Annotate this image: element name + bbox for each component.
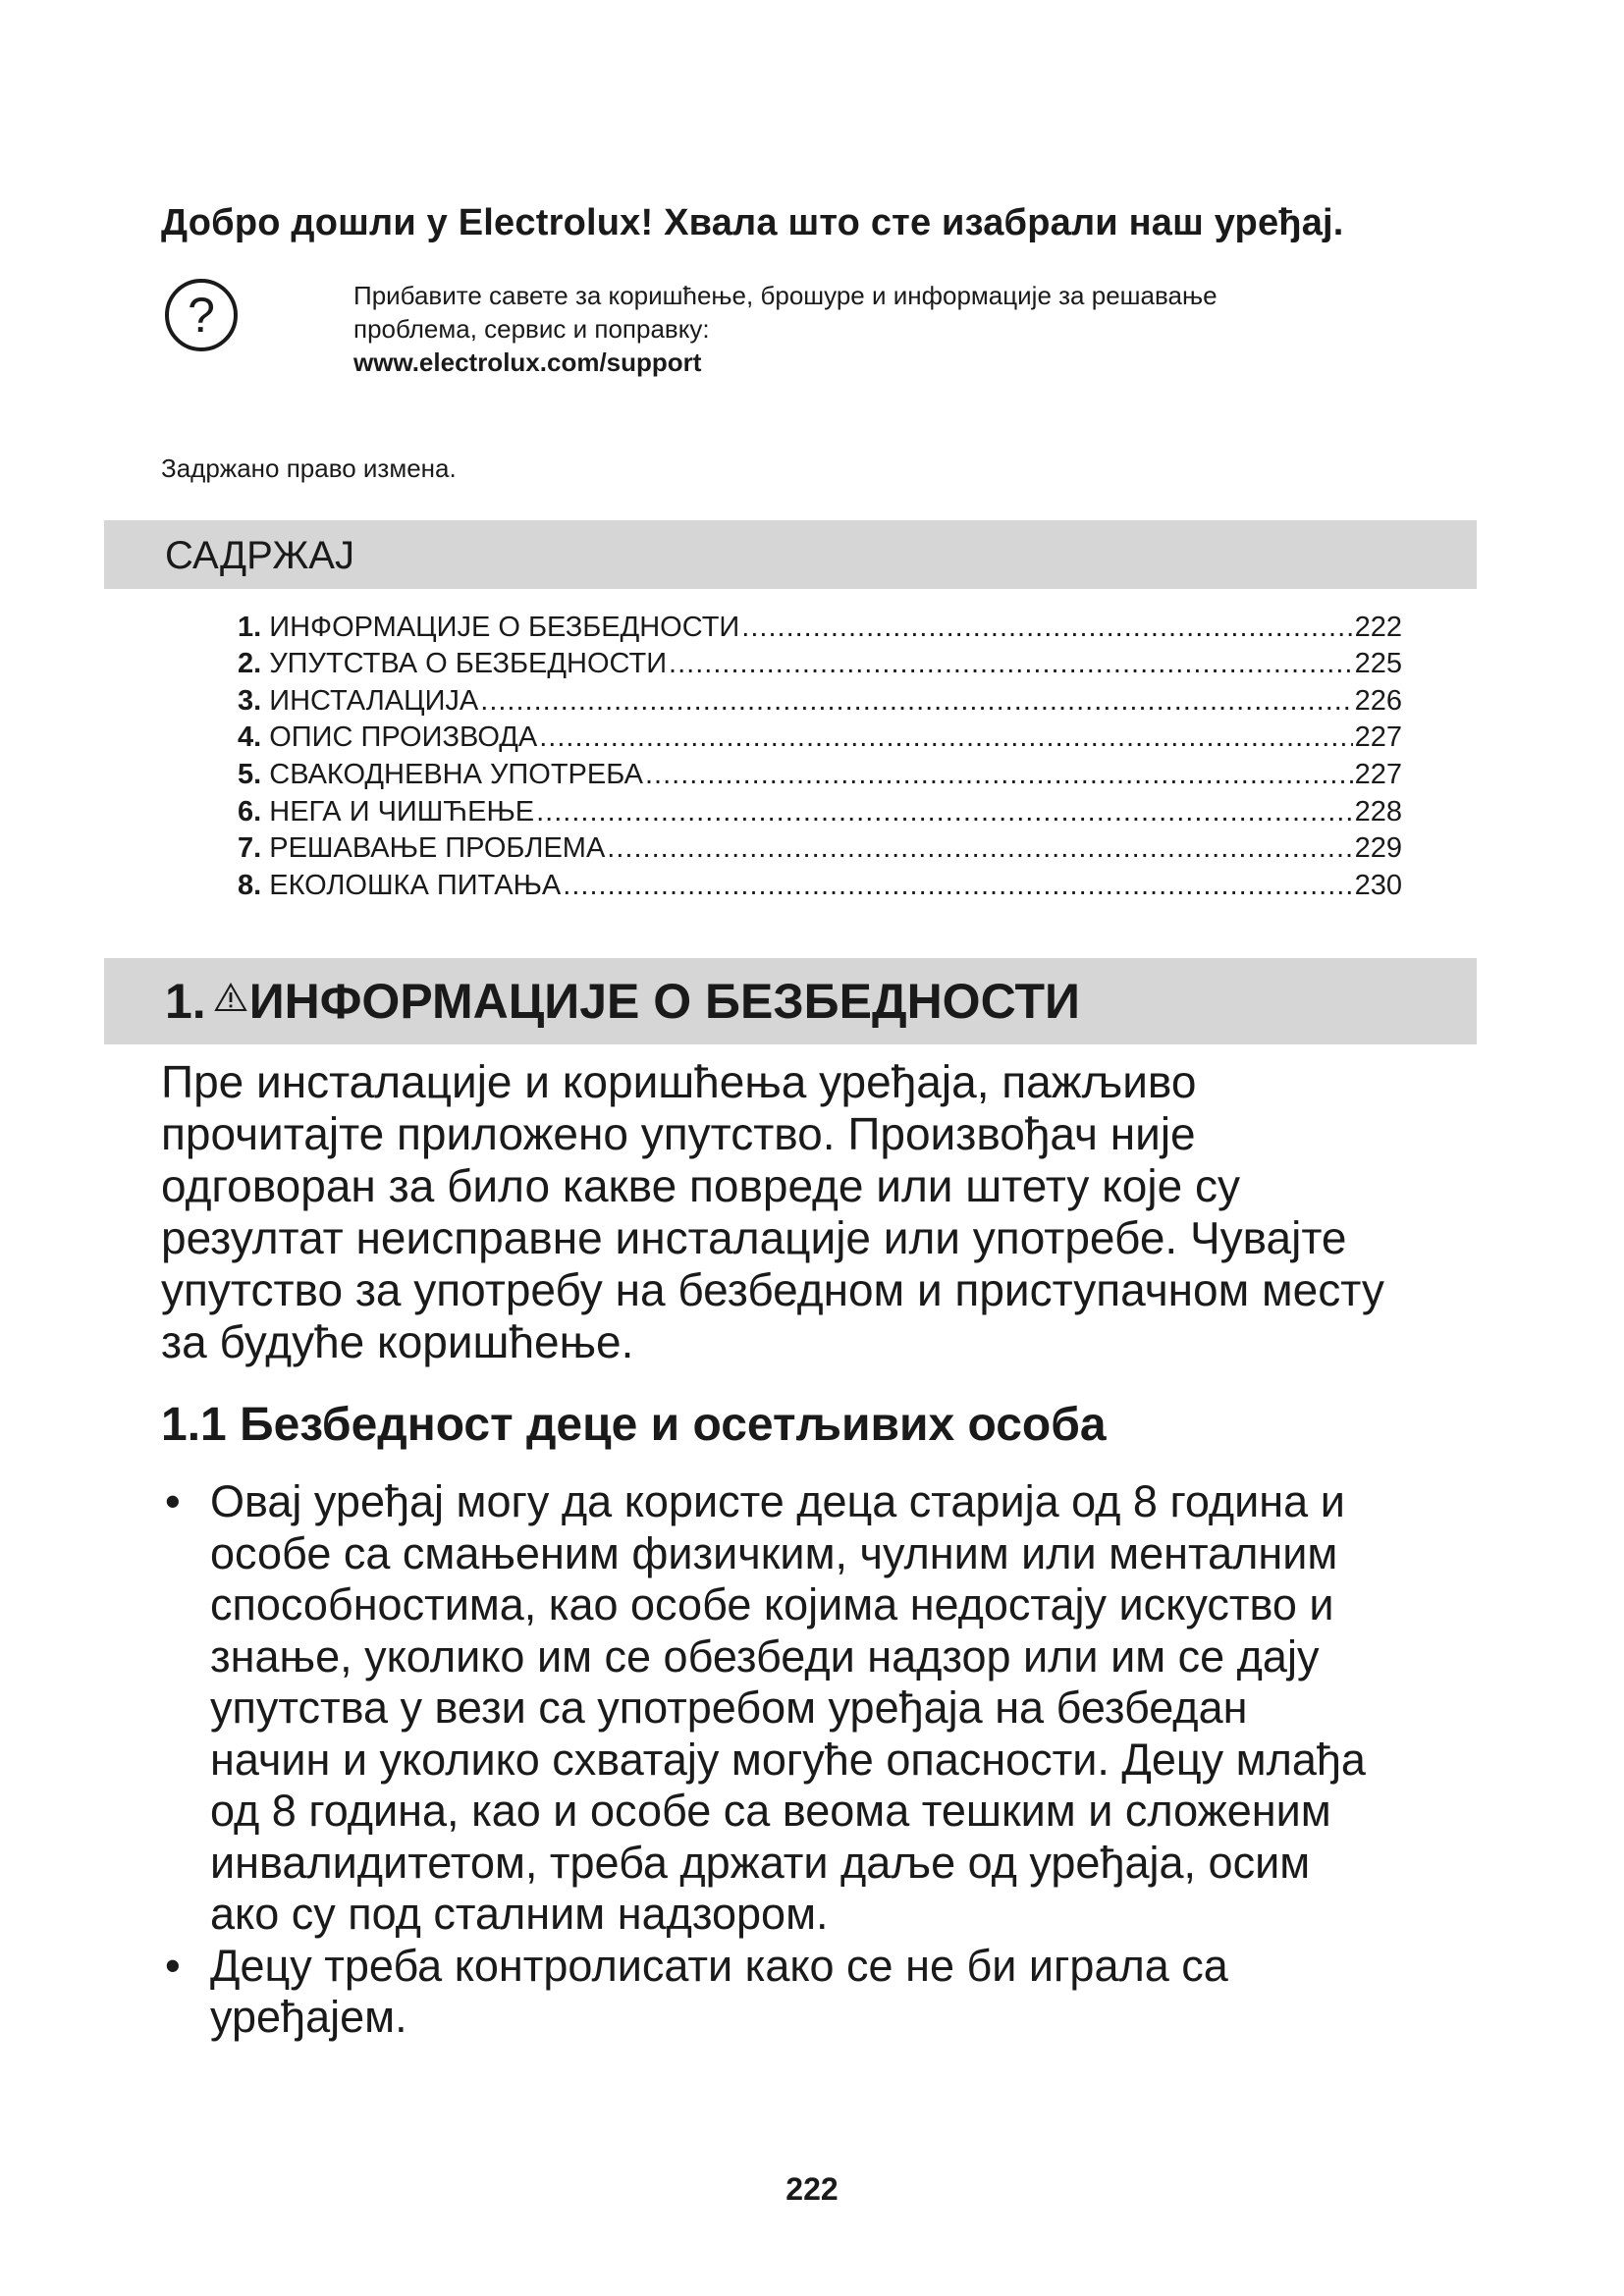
welcome-heading: Добро дошли у Electrolux! Хвала што сте изабрали наш уређај. [161,202,1344,243]
toc-entry-number: 5. [238,758,262,790]
bullet-line: упутства у вези са употребом уређаја на безбедан [210,1682,1248,1733]
toc-entry-label: НЕГА И ЧИШЋЕЊЕ [269,795,535,828]
toc-entry[interactable] [238,720,1402,757]
support-text-line: проблема, сервис и поправку: [353,314,710,344]
safety-bullet-list [161,1476,1477,2044]
bullet-line: од 8 година, као и особе са веома тешким и сложеним [210,1786,1331,1836]
toc-entry-page: 226 [1354,684,1402,717]
paragraph-line: резултат неисправне инсталације или употребе. Чувајте [161,1212,1347,1263]
paragraph-line: Пре инсталације и коришћења уређаја, пажљиво [161,1056,1197,1107]
toc-entry-label: ЕКОЛОШКА ПИТАЊА [269,869,562,901]
paragraph-line: упутство за употребу на безбедном и приступачном месту [161,1264,1384,1315]
toc-entry-page: 230 [1354,869,1402,901]
bullet-line: способностима, као особе којима недостају искуство и [210,1579,1334,1629]
toc-entry-number: 8. [238,869,262,901]
toc-leader-dots [669,646,1353,682]
bullet-item [161,1941,1477,2044]
toc-entry-number: 4. [238,721,262,754]
bullet-line: ако су под сталним надзором. [210,1889,829,1939]
toc-entry-page: 227 [1354,758,1402,790]
bullet-line: особе са смањеним физичким, чулним или менталним [210,1527,1338,1578]
support-url-link[interactable]: www.electrolux.com/support [353,347,702,377]
support-text-line: Прибавите савете за коришћење, брошуре и информације за решавање [353,281,1218,310]
toc-entry-number: 7. [238,832,262,865]
toc-leader-dots [539,720,1352,756]
toc-entry-label: СВАКОДНЕВНА УПОТРЕБА [269,758,643,790]
question-circle-icon: ? [165,279,238,351]
subsection-title: 1.1 Безбедност деце и осетљивих особа [161,1399,1107,1451]
toc-entry[interactable] [238,682,1402,720]
toc-title: САДРЖАЈ [165,534,354,577]
warning-triangle-icon [214,983,247,1012]
bullet-line: инвалидитетом, треба држати даље од уређаја, осим [210,1837,1311,1888]
toc-entry[interactable] [238,867,1402,904]
page-number: 222 [785,2171,839,2207]
toc-entry-page: 229 [1354,832,1402,865]
toc-entry[interactable] [238,830,1402,868]
toc-leader-dots [645,757,1353,793]
toc-entry-number: 3. [238,684,262,717]
toc-leader-dots [536,794,1353,830]
toc-entry-label: УПУТСТВА О БЕЗБЕДНОСТИ [269,648,668,680]
bullet-line: уређајем. [210,1992,407,2042]
rights-reserved-note: Задржано право измена. [161,454,457,483]
toc-leader-dots [480,683,1352,720]
section-number: 1. [165,974,206,1029]
toc-entry-label: ИНСТАЛАЦИЈА [269,684,479,717]
toc-entry-number: 1. [238,611,262,643]
section-title [165,974,1080,1029]
paragraph-line: за будуће коришћење. [161,1316,634,1367]
toc-entry[interactable] [238,756,1402,793]
toc-entry-page: 225 [1354,648,1402,680]
paragraph-line: одговоран за било какве повреде или штету које су [161,1160,1240,1211]
table-of-contents [238,609,1402,904]
bullet-line: начин и уколико схватају могуће опасности. Децу млађа [210,1734,1366,1785]
toc-entry-label: ОПИС ПРОИЗВОДА [269,721,538,754]
bullet-item [161,1476,1477,1941]
toc-entry-label: ИНФОРМАЦИЈЕ О БЕЗБЕДНОСТИ [269,611,740,643]
safety-intro-paragraph [161,1056,1477,1368]
toc-entry-page: 227 [1354,721,1402,754]
paragraph-line: прочитајте приложено упутство. Произвођач није [161,1108,1196,1159]
toc-leader-dots [741,610,1352,646]
toc-entry[interactable] [238,646,1402,683]
toc-entry[interactable] [238,793,1402,830]
toc-entry-page: 228 [1354,795,1402,828]
section-title-text: ИНФОРМАЦИЈЕ О БЕЗБЕДНОСТИ [248,974,1080,1029]
toc-entry-label: РЕШАВАЊЕ ПРОБЛЕМА [269,832,606,865]
bullet-line: • Овај уређај могу да користе деца старија од 8 година и [210,1476,1345,1526]
support-info [353,279,1218,379]
toc-leader-dots [563,868,1352,904]
toc-entry-page: 222 [1354,611,1402,643]
toc-leader-dots [607,830,1352,867]
bullet-line: • Децу треба контролисати како се не би играла са [210,1940,1228,1991]
toc-entry-number: 2. [238,648,262,680]
toc-entry[interactable] [238,609,1402,646]
bullet-line: знање, уколико им се обезбеди надзор или им се дају [210,1630,1320,1682]
toc-entry-number: 6. [238,795,262,828]
